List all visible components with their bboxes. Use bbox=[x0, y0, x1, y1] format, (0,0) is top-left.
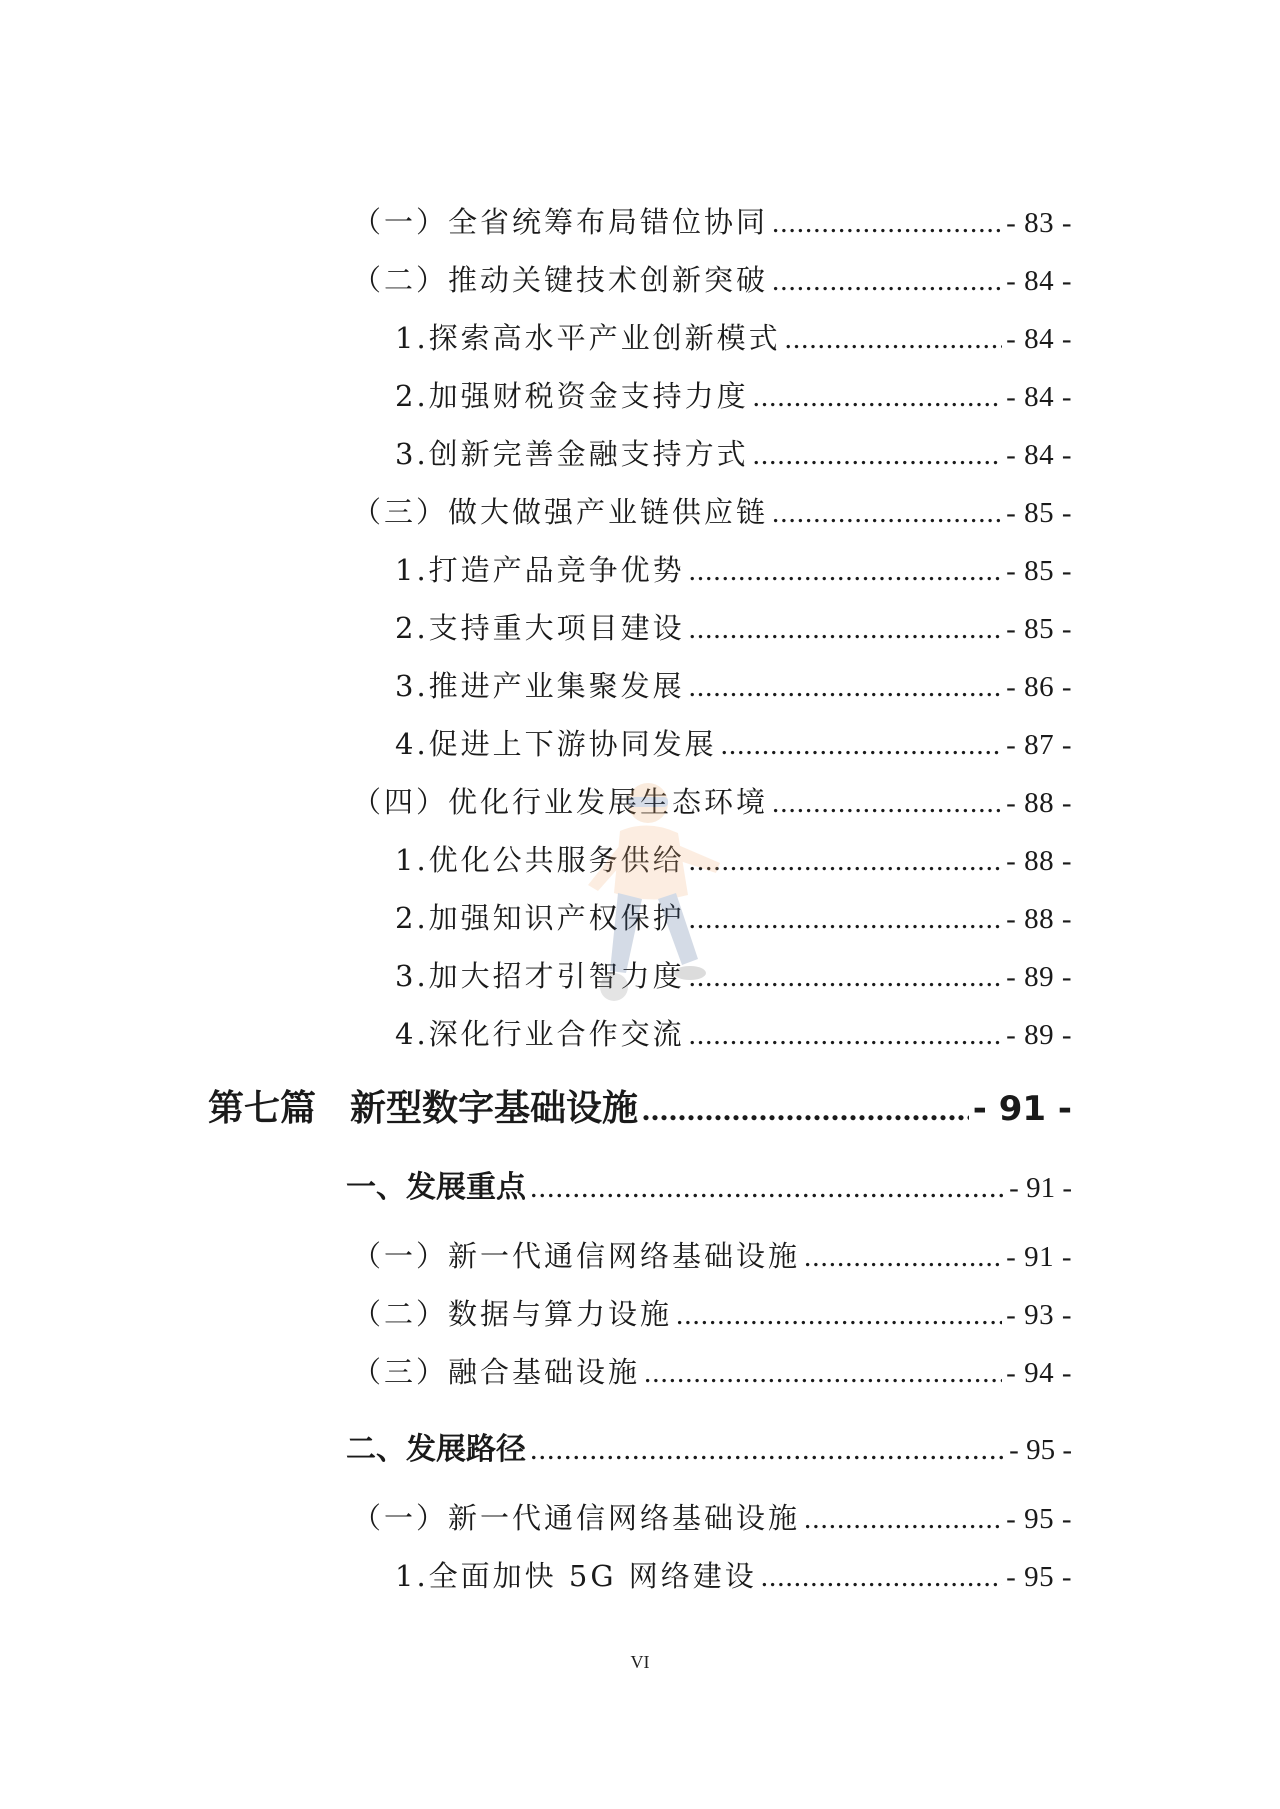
dot-leader bbox=[689, 671, 1003, 704]
toc-entry-page: - 85 - bbox=[1006, 555, 1072, 587]
dot-leader bbox=[642, 1091, 969, 1128]
toc-entry[interactable] bbox=[395, 838, 1072, 879]
toc-entry-page: - 86 - bbox=[1006, 671, 1072, 703]
toc-entry[interactable] bbox=[395, 316, 1072, 357]
toc-entry-page: - 88 - bbox=[1006, 845, 1072, 877]
toc-entry-page: - 84 - bbox=[1006, 381, 1072, 413]
dot-leader bbox=[804, 1241, 1002, 1274]
toc-entry-page: - 88 - bbox=[1006, 903, 1072, 935]
toc-entry-label: 3.创新完善金融支持方式 bbox=[395, 437, 749, 471]
dot-leader bbox=[772, 497, 1002, 530]
toc-entry-page: - 91 - bbox=[972, 1089, 1072, 1129]
toc-entry-label: 二、发展路径 bbox=[346, 1432, 526, 1467]
toc-entry[interactable] bbox=[395, 896, 1072, 937]
dot-leader bbox=[530, 1433, 1005, 1467]
figure-watermark-icon bbox=[570, 775, 730, 1015]
toc-entry-label: （三）融合基础设施 bbox=[352, 1355, 641, 1389]
toc-entry-page: - 89 - bbox=[1006, 1019, 1072, 1051]
dot-leader bbox=[772, 265, 1002, 298]
dot-leader bbox=[644, 1357, 1002, 1390]
page-number-footer: VI bbox=[630, 1652, 650, 1672]
dot-leader bbox=[689, 845, 1003, 878]
dot-leader bbox=[676, 1299, 1002, 1332]
toc-entry-page: - 84 - bbox=[1006, 323, 1072, 355]
toc-entry[interactable] bbox=[352, 258, 1072, 299]
toc-entry[interactable] bbox=[395, 1012, 1072, 1053]
dot-leader bbox=[753, 381, 1003, 414]
toc-entry-label: （四）优化行业发展生态环境 bbox=[352, 785, 769, 819]
dot-leader bbox=[772, 207, 1002, 240]
toc-entry-label: 1.全面加快 5G 网络建设 bbox=[395, 1559, 757, 1593]
toc-entry[interactable] bbox=[352, 200, 1072, 241]
toc-entry-label: （一）新一代通信网络基础设施 bbox=[352, 1239, 801, 1273]
toc-entry-page: - 83 - bbox=[1006, 207, 1072, 239]
toc-entry-label: 4.促进上下游协同发展 bbox=[395, 727, 717, 761]
toc-entry-label: 1.优化公共服务供给 bbox=[395, 843, 685, 877]
toc-entry-page: - 94 - bbox=[1006, 1357, 1072, 1389]
toc-entry-page: - 91 - bbox=[1006, 1241, 1072, 1273]
toc-entry-page: - 95 - bbox=[1006, 1503, 1072, 1535]
dot-leader bbox=[689, 555, 1003, 588]
toc-entry-label: 一、发展重点 bbox=[346, 1170, 526, 1205]
dot-leader bbox=[689, 1019, 1003, 1052]
toc-entry-page: - 85 - bbox=[1006, 497, 1072, 529]
toc-entry-page: - 91 - bbox=[1009, 1172, 1072, 1204]
toc-entry-page: - 85 - bbox=[1006, 613, 1072, 645]
toc-entry-label: 2.加强财税资金支持力度 bbox=[395, 379, 749, 413]
toc-entry-label: 3.推进产业集聚发展 bbox=[395, 669, 685, 703]
chapter-title: 新型数字基础设施 bbox=[350, 1088, 639, 1129]
toc-entry-label: 1.探索高水平产业创新模式 bbox=[395, 321, 781, 355]
dot-leader bbox=[772, 787, 1002, 820]
dot-leader bbox=[804, 1503, 1002, 1536]
toc-entry[interactable] bbox=[395, 664, 1072, 705]
toc-entry[interactable] bbox=[352, 1350, 1072, 1391]
toc-entry-label: 2.支持重大项目建设 bbox=[395, 611, 685, 645]
toc-entry-page: - 95 - bbox=[1009, 1434, 1072, 1466]
toc-entry[interactable] bbox=[395, 432, 1072, 473]
toc-entry[interactable] bbox=[395, 1554, 1072, 1595]
toc-entry-label: （二）数据与算力设施 bbox=[352, 1297, 673, 1331]
dot-leader bbox=[785, 323, 1003, 356]
toc-chapter-heading bbox=[208, 1080, 638, 1131]
toc-entry[interactable] bbox=[352, 1496, 1072, 1537]
toc-entry-page: - 84 - bbox=[1006, 439, 1072, 471]
toc-entry-page: - 89 - bbox=[1006, 961, 1072, 993]
toc-entry-label: （一）新一代通信网络基础设施 bbox=[352, 1501, 801, 1535]
dot-leader bbox=[753, 439, 1003, 472]
toc-entry-label: （二）推动关键技术创新突破 bbox=[352, 263, 769, 297]
toc-entry[interactable] bbox=[352, 490, 1072, 531]
toc-entry[interactable] bbox=[395, 548, 1072, 589]
toc-entry[interactable] bbox=[352, 1234, 1072, 1275]
toc-entry-page: - 88 - bbox=[1006, 787, 1072, 819]
toc-entry[interactable] bbox=[395, 954, 1072, 995]
toc-entry-label: 4.深化行业合作交流 bbox=[395, 1017, 685, 1051]
dot-leader bbox=[721, 729, 1003, 762]
toc-entry-label: 3.加大招才引智力度 bbox=[395, 959, 685, 993]
toc-section-entry[interactable] bbox=[346, 1162, 1072, 1206]
toc-entry-page: - 93 - bbox=[1006, 1299, 1072, 1331]
dot-leader bbox=[761, 1561, 1002, 1594]
toc-entry-page: - 84 - bbox=[1006, 265, 1072, 297]
dot-leader bbox=[689, 613, 1003, 646]
toc-entry[interactable] bbox=[395, 606, 1072, 647]
dot-leader bbox=[530, 1171, 1005, 1205]
toc-entry-label: 2.加强知识产权保护 bbox=[395, 901, 685, 935]
toc-entry[interactable] bbox=[352, 1292, 1072, 1333]
toc-entry-page: - 87 - bbox=[1006, 729, 1072, 761]
toc-entry-label: （三）做大做强产业链供应链 bbox=[352, 495, 769, 529]
toc-entry[interactable] bbox=[395, 722, 1072, 763]
toc-entry[interactable] bbox=[395, 374, 1072, 415]
dot-leader bbox=[689, 961, 1003, 994]
toc-chapter-entry[interactable] bbox=[208, 1080, 1072, 1131]
toc-section-entry[interactable] bbox=[346, 1424, 1072, 1468]
toc-entry-page: - 95 - bbox=[1006, 1561, 1072, 1593]
chapter-number: 第七篇 bbox=[208, 1088, 317, 1129]
toc-entry-label: （一）全省统筹布局错位协同 bbox=[352, 205, 769, 239]
dot-leader bbox=[689, 903, 1003, 936]
toc-entry-label: 1.打造产品竞争优势 bbox=[395, 553, 685, 587]
